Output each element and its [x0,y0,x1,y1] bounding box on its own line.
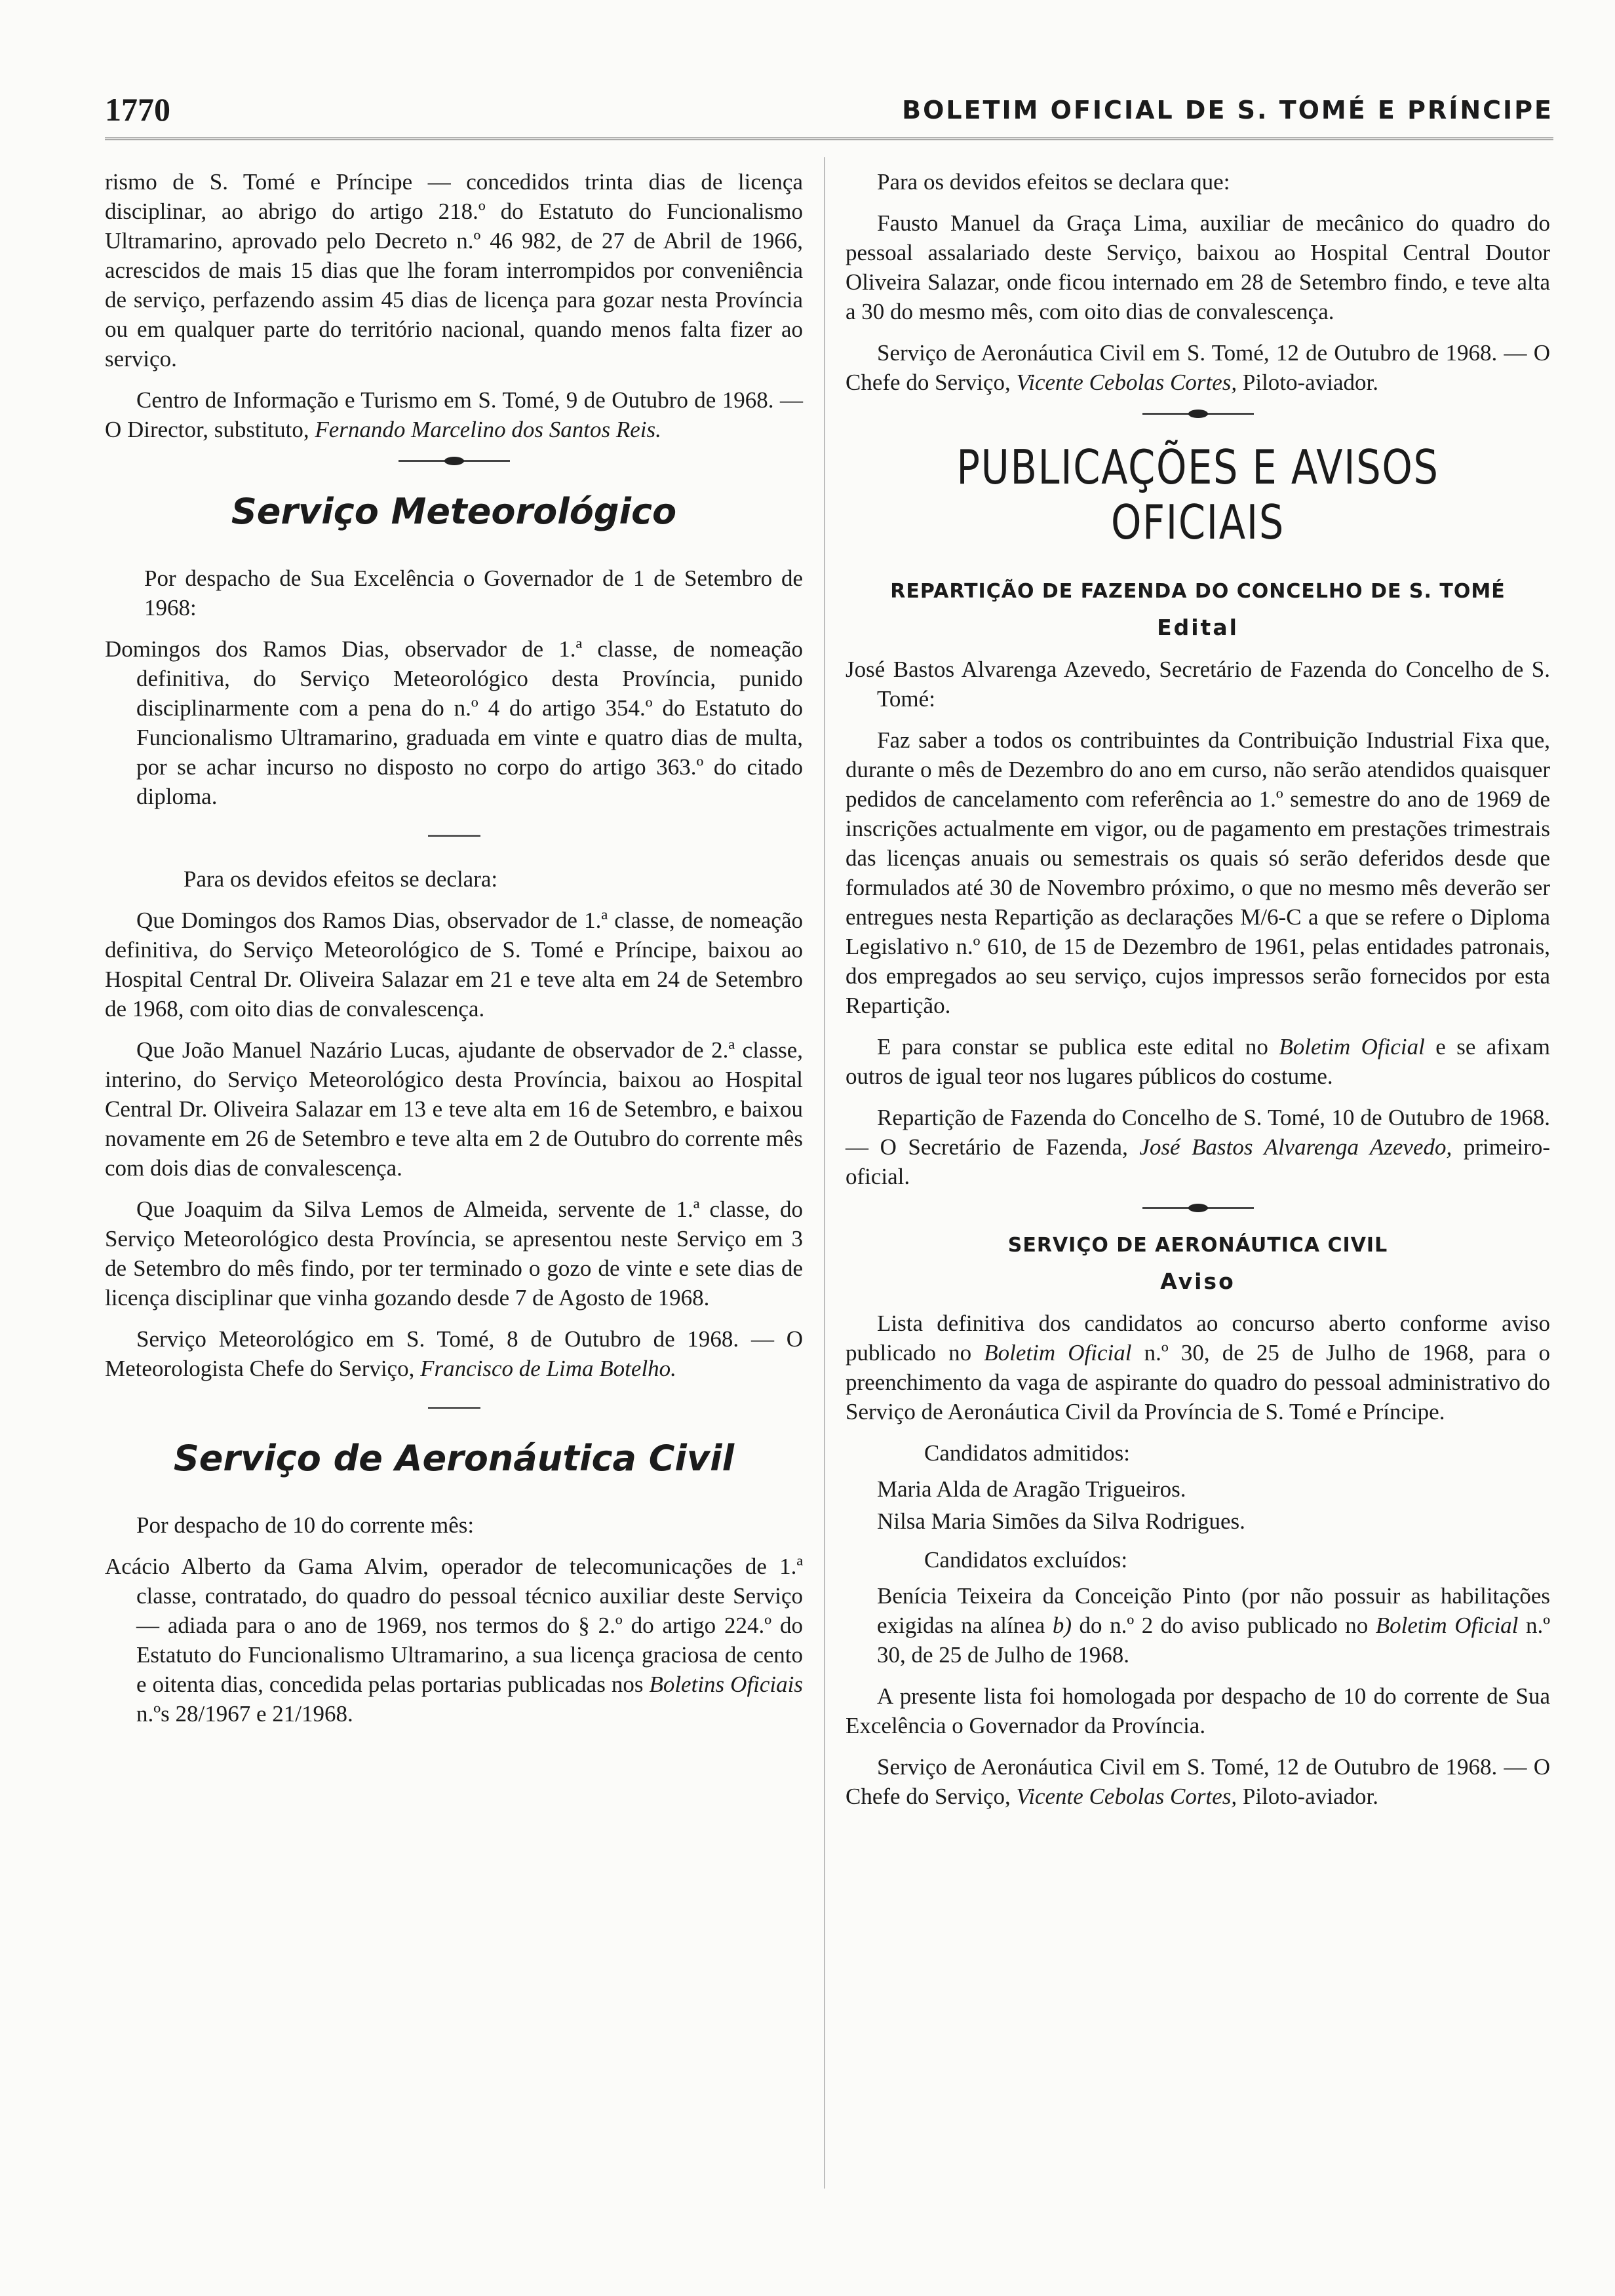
excluded-e: n.º 30, de 25 de Julho de 1968. [877,1613,1551,1668]
edital-constar-a: E para constar se publica este edital no [877,1034,1268,1060]
meteo-section-title: Serviço Meteorológico [231,491,677,532]
aero-section-title: Serviço de Aeronáutica Civil [173,1438,735,1479]
section-divider-right [1142,413,1254,415]
aviso-intro-b: n.º 30, de 25 de Julho de 1968, para o preenchimento da vaga de aspirante do quadro do pessoal administrativo do Serviço de Aeronáutica Civil da Província de S. Tomé e Príncipe. [846,1340,1550,1425]
short-rule [428,835,480,837]
intro-paragraph: rismo de S. Tomé e Príncipe — concedidos trinta dias de licença disciplinar, ao abrigo do artigo 218.º do Estatuto do Funcionalismo Ultramarino, aprovado pelo Decreto n.º 46 982, de 27 de Abril de 1966, acrescidos de mais 15 dias que lhe foram interrompidos por conveniência de serviço, perfazendo assim 45 dias de licença para gozar nesta Província ou em qualquer parte do território nacional, quando menos falta fizer ao serviço. [105,169,803,372]
cit-signature-text: Centro de Informação e Turismo em S. Tomé, 9 de Outubro de 1968. — O Director, substituto, [105,387,803,442]
admitted-candidate: Maria Alda de Aragão Trigueiros. [877,1476,1186,1502]
aero-signature-1-name: Vicente Cebolas Cortes, [1016,370,1237,395]
section-divider-right-2 [1142,1207,1254,1209]
edital-constar-italic: Boletim Oficial [1279,1034,1425,1060]
aviso-homologada: A presente lista foi homologada por despacho de 10 do corrente de Sua Excelência o Governador da Província. [846,1683,1550,1738]
aero-declara: Para os devidos efeitos se declara que: [877,169,1230,195]
aviso-subheading: Aviso [1160,1269,1236,1294]
admitted-label: Candidatos admitidos: [924,1440,1131,1466]
meteo-despacho: Por despacho de Sua Excelência o Governador de 1 de Setembro de 1968: [144,565,803,621]
right-column [846,167,1550,1823]
left-column [105,167,803,1740]
aero-despacho: Por despacho de 10 do corrente mês: [136,1512,475,1538]
edital-intro: José Bastos Alvarenga Azevedo, Secretário de Fazenda do Concelho de S. Tomé: [846,657,1550,712]
fazenda-signature-rank: primeiro-oficial. [846,1134,1551,1189]
page-header [105,85,1553,140]
aero-signature-1 [846,338,1550,397]
excluded-label: Candidatos excluídos: [924,1547,1128,1573]
aviso-intro-italic: Boletim Oficial [984,1340,1132,1366]
edital-constar-b: e se afixam outros de igual teor nos lugares públicos do costume. [846,1034,1550,1089]
cit-signature [105,385,803,444]
excluded-c: do n.º 2 do aviso publicado no [1079,1613,1369,1638]
aero-signature-1-text: Serviço de Aeronáutica Civil em S. Tomé, 12 de Outubro de 1968. — O Chefe do Serviço, [846,340,1550,395]
short-rule-2 [428,1407,480,1409]
aviso-intro-a: Lista definitiva dos candidatos ao concurso aberto conforme aviso publicado no [846,1311,1550,1366]
aero-licenca [105,1552,803,1729]
publications-banner: PUBLICAÇÕES E AVISOS OFICIAIS [956,440,1439,550]
aviso-signature-name: Vicente Cebolas Cortes, [1016,1784,1237,1809]
fazenda-signature-text: Repartição de Fazenda do Concelho de S. Tomé, 10 de Outubro de 1968. — O Secretário de Fazenda, [846,1105,1550,1160]
meteo-paragraph-3: Que Joaquim da Silva Lemos de Almeida, servente de 1.ª classe, do Serviço Meteorológico desta Província, se apresentou neste Serviço em 3 de Setembro do mês findo, por ter terminado o gozo de vinte e sete dias de licença disciplinar que vinha gozando desde 7 de Agosto de 1968. [105,1196,803,1311]
meteo-signature-text: Serviço Meteorológico em S. Tomé, 8 de Outubro de 1968. — O Meteorologista Chefe do Serviço, [105,1326,803,1381]
meteo-signature-name: Francisco de Lima Botelho. [420,1356,676,1381]
page-number: 1770 [105,91,170,128]
aviso-signature-text: Serviço de Aeronáutica Civil em S. Tomé, 12 de Outubro de 1968. — O Chefe do Serviço, [846,1754,1550,1809]
excluded-d: Boletim Oficial [1375,1613,1519,1638]
meteo-domingos: Domingos dos Ramos Dias, observador de 1.ª classe, de nomeação definitiva, do Serviço Meteorológico desta Província, punido disciplinarmente com a pena do n.º 4 do artigo 354.º do Estatuto do Funcionalismo Ultramarino, graduada em vinte e quatro dias de multa, por se achar incurso no disposto no corpo do artigo 363.º do citado diploma. [105,636,803,809]
excluded-a: Benícia Teixeira da Conceição Pinto (por não possuir as habilitações exigidas na alínea [877,1583,1550,1638]
aviso-heading: SERVIÇO DE AERONÁUTICA CIVIL [1007,1234,1388,1257]
journal-title: BOLETIM OFICIAL DE S. TOMÉ E PRÍNCIPE [902,96,1553,124]
aviso-signature [846,1752,1550,1811]
aero-licenca-text-a: Acácio Alberto da Gama Alvim, operador de telecomunicações de 1.ª classe, contratado, do quadro do pessoal técnico auxiliar deste Serviço — adiada para o ano de 1969, nos termos do § 2.º do artigo 224.º do Estatuto do Funcionalismo Ultramarino, a sua licença graciosa de cento e oitenta dias, concedida pelas portarias publicadas nos [105,1554,803,1697]
fazenda-signature-name: José Bastos Alvarenga Azevedo, [1139,1134,1452,1160]
fazenda-heading: REPARTIÇÃO DE FAZENDA DO CONCELHO DE S. TOMÉ [890,580,1506,603]
excluded-b: b) [1052,1613,1072,1638]
meteo-paragraph-2: Que João Manuel Nazário Lucas, ajudante de observador de 2.ª classe, interino, do Serviço Meteorológico desta Província, baixou ao Hospital Central Dr. Oliveira Salazar em 13 e teve alta em 16 de Setembro, e baixou novamente em 26 de Setembro e teve alta em 2 de Outubro do corrente mês com dois dias de convalescença. [105,1037,803,1181]
meteo-paragraph-1: Que Domingos dos Ramos Dias, observador de 1.ª classe, de nomeação definitiva, do Serviço Meteorológico de S. Tomé e Príncipe, baixou ao Hospital Central Dr. Oliveira Salazar em 21 e teve alta em 24 de Setembro de 1968, com oito dias de convalescença. [105,908,803,1022]
fausto-paragraph: Fausto Manuel da Graça Lima, auxiliar de mecânico do quadro do pessoal assalariado deste Serviço, baixou ao Hospital Central Doutor Oliveira Salazar, onde ficou internado em 28 de Setembro findo, e teve alta a 30 do mesmo mês, com oito dias de convalescença. [846,210,1550,324]
fazenda-signature [846,1103,1550,1191]
cit-signature-name: Fernando Marcelino dos Santos Reis. [315,417,661,442]
edital-constar [846,1032,1550,1091]
aviso-signature-rank: Piloto-aviador. [1242,1784,1378,1809]
admitted-candidate: Nilsa Maria Simões da Silva Rodrigues. [877,1508,1245,1534]
meteo-signature [105,1324,803,1383]
aero-licenca-italic: Boletins Oficiais [649,1672,803,1697]
column-divider [824,157,825,2189]
edital-heading: Edital [1157,615,1239,640]
excluded-candidate [846,1581,1550,1670]
meteo-declara: Para os devidos efeitos se declara: [184,866,498,892]
edital-body: Faz saber a todos os contribuintes da Contribuição Industrial Fixa que, durante o mês de Dezembro do ano em curso, não serão atendidos quaisquer pedidos de cancelamento com referência ao 1.º semestre do ano de 1969 de inscrições actualmente em vigor, ou de pagamento em prestações trimestrais das licenças anuais ou semestrais os quais só serão deferidos desde que formulados até 30 de Novembro próximo, o que no mesmo mês deverão ser entregues nesta Repartição as declarações M/6-C a que se refere o Diploma Legislativo n.º 610, de 15 de Dezembro de 1961, pelas entidades patronais, dos empregados ao seu serviço, cujos impressos serão fornecidos por esta Repartição. [846,727,1550,1018]
section-divider [399,460,510,462]
aero-licenca-text-b: n.ºs 28/1967 e 21/1968. [136,1701,353,1727]
aero-signature-1-rank: Piloto-aviador. [1242,370,1378,395]
aviso-intro [846,1309,1550,1426]
